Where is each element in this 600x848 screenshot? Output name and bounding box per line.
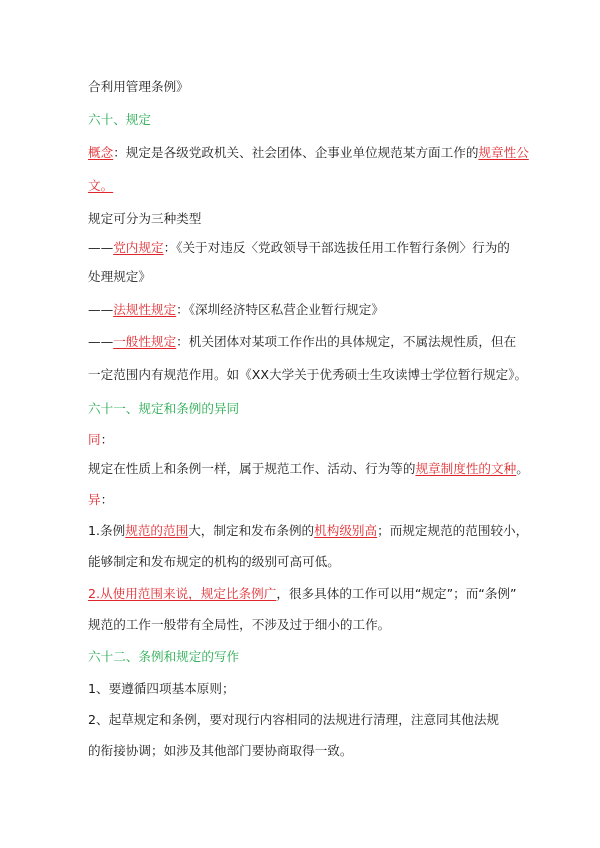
type-item-1-cont: 处理规定》: [88, 269, 151, 284]
diff-label-line: 异：: [88, 492, 114, 507]
highlight: 2.从使用范围来说，规定比条例广: [88, 586, 277, 601]
highlight: 文。: [88, 178, 114, 193]
highlight: 规章性公: [478, 145, 529, 160]
highlight: 一般性规定: [113, 334, 177, 349]
diff-item-1-cont: 能够制定和发布规定的机构的级别可高可低。: [88, 554, 340, 569]
same-text-line: 规定在性质上和条例一样，属于规范工作、活动、行为等的规章制度性的文种。: [88, 461, 529, 476]
text-line: 规定可分为三种类型: [88, 211, 202, 226]
type-item-3-cont: 一定范围内有规范作用。如《XX大学关于优秀硕士生攻读博士学位暂行规定》。: [88, 367, 528, 382]
type-item-3: ——一般性规定：机关团体对某项工作作出的具体规定，不属法规性质，但在: [88, 334, 517, 349]
diff-item-2-cont: 规范的工作一般带有全局性，不涉及过于细小的工作。: [88, 617, 391, 632]
writing-item-1: 1、要遵循四项基本原则；: [88, 681, 235, 696]
highlight: 机构级别高: [314, 523, 378, 538]
type-item-1: ——党内规定：《关于对违反〈党政领导干部选拔任用工作暂行条例〉行为的: [88, 240, 510, 255]
section-heading-60: 六十、规定: [88, 112, 151, 127]
same-label-line: 同：: [88, 432, 114, 447]
section-heading-61: 六十一、规定和条例的异同: [88, 401, 240, 416]
highlight: 法规性规定: [113, 302, 177, 317]
highlight: 规范的范围: [125, 523, 189, 538]
highlight: 党内规定: [113, 240, 164, 255]
definition-line-cont: [88, 177, 528, 195]
definition-line: 概念：规定是各级党政机关、社会团体、企事业单位规范某方面工作的规章性公: [88, 145, 529, 160]
writing-item-2-cont: 的衔接协调；如涉及其他部门要协商取得一致。: [88, 743, 353, 758]
type-item-2: ——法规性规定：《深圳经济特区私营企业暂行规定》: [88, 302, 384, 317]
writing-item-2: 2、起草规定和条例，要对现行内容相同的法规进行清理，注意同其他法规: [88, 712, 500, 727]
section-heading-62: 六十二、条例和规定的写作: [88, 649, 240, 664]
definition-label: 概念: [88, 145, 114, 160]
text-line: 合利用管理条例》: [88, 79, 189, 94]
diff-item-2: 2.从使用范围来说，规定比条例广，很多具体的工作可以用“规定”；而“条例”: [88, 586, 517, 601]
same-label: 同: [88, 432, 101, 447]
highlight: 规章制度性的文种: [415, 461, 517, 476]
diff-item-1: 1.条例规范的范围大，制定和发布条例的机构级别高；而规定规范的范围较小，: [88, 523, 529, 538]
diff-label: 异: [88, 492, 101, 507]
